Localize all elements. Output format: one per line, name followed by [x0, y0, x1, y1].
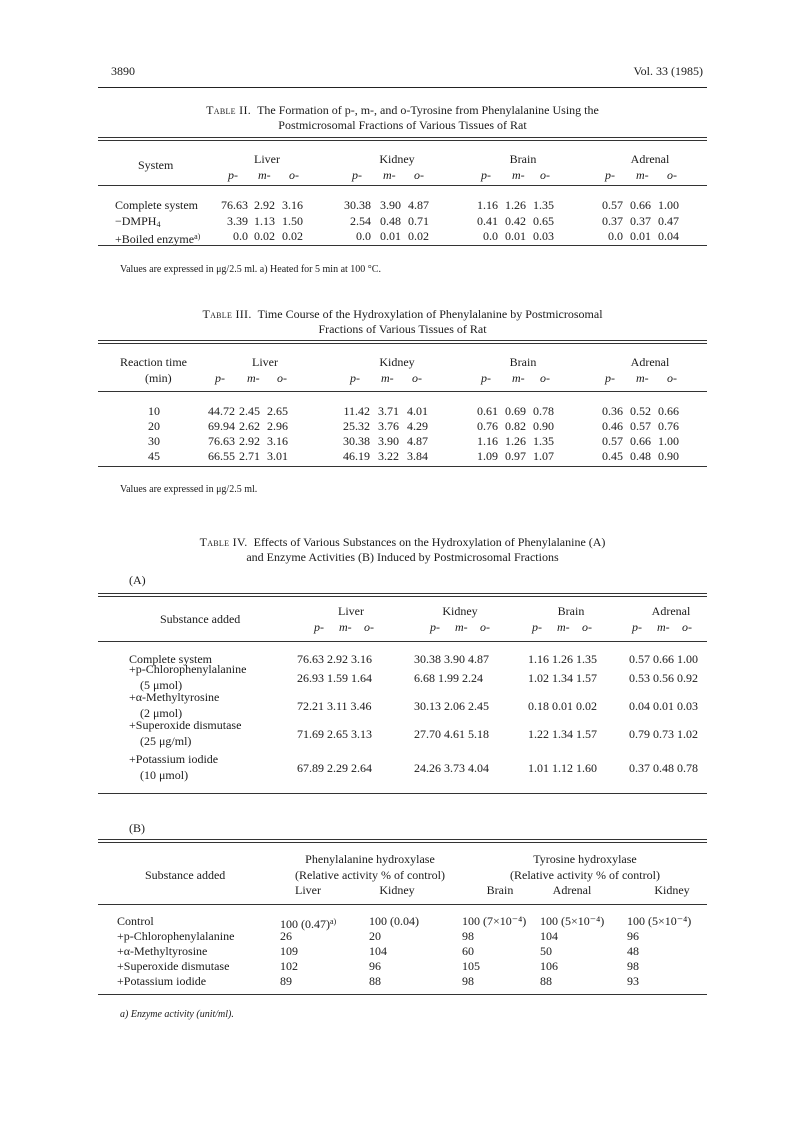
table4a-value-group: 6.68 1.99 2.24 [414, 671, 483, 685]
table3-isomer-header: m- [512, 371, 525, 385]
table4a-isomer-header: m- [339, 620, 352, 634]
table2-row-label: +Boiled enzyme$^{a)}$ [115, 232, 201, 246]
table3-value: 3.01 [267, 449, 288, 463]
table2-value: 3.16 [282, 198, 303, 212]
table4b-value: 93 [627, 974, 639, 988]
table4a-value-group: 30.13 2.06 2.45 [414, 699, 489, 713]
table4b-value: 98 [462, 929, 474, 943]
table3-value: 3.16 [267, 434, 288, 448]
table3-isomer-header: o- [540, 371, 550, 385]
table2-value: 0.03 [533, 229, 554, 243]
table4a-substance-label: +Potassium iodide [129, 752, 219, 766]
table2-isomer-header: m- [512, 168, 525, 182]
table4a-value-group: 71.69 2.65 3.13 [297, 727, 372, 741]
table2-value: 3.90 [380, 198, 401, 212]
table2-value: 1.50 [282, 214, 303, 228]
table4a-isomer-header: p- [314, 620, 324, 634]
table2-value: 76.63 [221, 198, 248, 212]
table3-value: 0.90 [533, 419, 554, 433]
journal-volume: Vol. 33 (1985) [633, 64, 703, 78]
table2-isomer-header: p- [481, 168, 491, 182]
table4b-value: 88 [540, 974, 552, 988]
table2-value: 1.35 [533, 198, 554, 212]
table3-tissue-header: Kidney [379, 355, 415, 369]
table4a-isomer-header: m- [455, 620, 468, 634]
table3-title-line1: Time Course of the Hydroxylation of Phenylalanine by Postmicrosomal [257, 307, 603, 321]
table4a-value-group: 0.18 0.01 0.02 [528, 699, 597, 713]
table3-isomer-header: p- [481, 371, 491, 385]
table3-row-time: 30 [148, 434, 160, 448]
table4a-isomer-header: p- [532, 620, 542, 634]
table3-value: 46.19 [343, 449, 370, 463]
table4a-value-group: 76.63 2.92 3.16 [297, 652, 372, 666]
table2-value: 0.0 [608, 229, 623, 243]
table4b-value: 89 [280, 974, 292, 988]
table3-value: 0.78 [533, 404, 554, 418]
table4b-row-label: +α-Methyltyrosine [117, 944, 208, 958]
table4b-group1-sub: (Relative activity % of control) [295, 868, 445, 882]
table4a-top-rule [98, 593, 707, 597]
table2-value: 0.41 [477, 214, 498, 228]
table3-value: 30.38 [343, 434, 370, 448]
table4a-value-group: 1.16 1.26 1.35 [528, 652, 597, 666]
table3-value: 1.16 [477, 434, 498, 448]
table4b-column-header: Brain [486, 883, 514, 897]
table4a-value-group: 1.22 1.34 1.57 [528, 727, 597, 741]
table4b-value: 50 [540, 944, 552, 958]
table2-tissue-header: Adrenal [630, 152, 670, 166]
table4b-row-label: Control [117, 914, 154, 928]
table2-mid-rule [98, 185, 707, 186]
table4b-group2-title: Tyrosine hydroxylase [533, 852, 637, 866]
table4b-row-label: +p-Chlorophenylalanine [117, 929, 235, 943]
table4a-value-group: 30.38 3.90 4.87 [414, 652, 489, 666]
table4b-column-header: Liver [295, 883, 321, 897]
table4b-value: 104 [540, 929, 558, 943]
table4a-isomer-header: o- [582, 620, 592, 634]
table3-value: 1.00 [658, 434, 679, 448]
table2-value: 1.26 [505, 198, 526, 212]
table4a-substance-amount: (2 μmol) [140, 706, 183, 720]
table2-title-line2: Postmicrosomal Fractions of Various Tissues of Rat [278, 118, 527, 132]
table3-value: 2.65 [267, 404, 288, 418]
table3-value: 0.57 [602, 434, 623, 448]
table4a-isomer-header: o- [682, 620, 692, 634]
table3-top-rule [98, 340, 707, 344]
table4b-value: 88 [369, 974, 381, 988]
table3-mid-rule [98, 391, 707, 392]
table3-value: 0.48 [630, 449, 651, 463]
table4b-mid-rule [98, 904, 707, 905]
table4a-isomer-header: p- [430, 620, 440, 634]
table3-value: 11.42 [343, 404, 370, 418]
table4a-tissue-header: Liver [338, 604, 364, 618]
table4b-row-label: +Potassium iodide [117, 974, 207, 988]
table4b-value: 98 [627, 959, 639, 973]
table3-footnote: Values are expressed in μg/2.5 ml. [120, 484, 258, 495]
table3-value: 1.35 [533, 434, 554, 448]
table3-value: 2.62 [239, 419, 260, 433]
table3-title-line2: Fractions of Various Tissues of Rat [318, 322, 487, 336]
table4b-value: 26 [280, 929, 292, 943]
table3-tissue-header: Liver [252, 355, 278, 369]
table4a-substance-label: +α-Methyltyrosine [129, 690, 220, 704]
table3-value: 0.82 [505, 419, 526, 433]
table4b-value: 96 [369, 959, 381, 973]
table3-label: Table III. [202, 307, 252, 321]
table4b-value: 109 [280, 944, 298, 958]
table3-row-time: 10 [148, 404, 160, 418]
table4a-isomer-header: m- [557, 620, 570, 634]
table4a-substance-amount: (5 μmol) [140, 678, 183, 692]
table4a-value-group: 0.79 0.73 1.02 [629, 727, 698, 741]
table2-value: 0.0 [233, 229, 248, 243]
table4a-value-group: 1.01 1.12 1.60 [528, 761, 597, 775]
table2-value: 1.16 [477, 198, 498, 212]
table3-tissue-header: Brain [509, 355, 537, 369]
table4a-bottom-rule [98, 793, 707, 794]
table2-top-rule [98, 137, 707, 141]
table4b-top-rule [98, 839, 707, 843]
table4a-substance-amount: (10 μmol) [140, 768, 189, 782]
table2-title-line1: The Formation of p-, m-, and o-Tyrosine from Phenylalanine Using the [257, 103, 599, 117]
table4b-value: 100 (5×10⁻⁴) [627, 914, 692, 928]
table3-value: 0.66 [658, 404, 679, 418]
table4b-footnote: a) Enzyme activity (unit/ml). [120, 1009, 234, 1020]
table4b-value: 104 [369, 944, 387, 958]
table2-value: 1.00 [658, 198, 679, 212]
table2-value: 4.87 [408, 198, 429, 212]
table4a-substance-amount: (25 μg/ml) [140, 734, 192, 748]
table2-value: 0.47 [658, 214, 679, 228]
table2-value: 0.0 [356, 229, 371, 243]
table2-value: 0.04 [658, 229, 679, 243]
table2-value: 0.37 [602, 214, 623, 228]
table4a-value-group: 72.21 3.11 3.46 [297, 699, 372, 713]
table3-value: 3.71 [378, 404, 399, 418]
table2-isomer-header: p- [352, 168, 362, 182]
table4a-value-group: 26.93 1.59 1.64 [297, 671, 372, 685]
table3-value: 2.96 [267, 419, 288, 433]
table4b-value: 20 [369, 929, 381, 943]
table4a-mid-rule [98, 641, 707, 642]
table4b-substance-header: Substance added [145, 868, 226, 882]
table3-value: 2.45 [239, 404, 260, 418]
table3-value: 0.69 [505, 404, 526, 418]
table2-value: 0.01 [380, 229, 401, 243]
table4b-marker: (B) [129, 821, 145, 835]
table4a-value-group: 27.70 4.61 5.18 [414, 727, 489, 741]
table3-value: 69.94 [208, 419, 235, 433]
table3-value: 0.90 [658, 449, 679, 463]
table4b-value: 100 $(0.47)^{a)}$ [280, 917, 337, 931]
table4b-column-header: Kidney [379, 883, 415, 897]
table2-tissue-header: Brain [509, 152, 537, 166]
table2-value: 0.02 [408, 229, 429, 243]
table4a-tissue-header: Brain [557, 604, 585, 618]
table2-value: 0.37 [630, 214, 651, 228]
table4b-value: 105 [462, 959, 480, 973]
table2-isomer-header: m- [383, 168, 396, 182]
table2-value: 0.42 [505, 214, 526, 228]
table3-value: 4.29 [407, 419, 428, 433]
table4a-isomer-header: o- [364, 620, 374, 634]
table2-value: 30.38 [344, 198, 371, 212]
table2-value: 2.54 [350, 214, 371, 228]
table3-value: 1.09 [477, 449, 498, 463]
header-rule [98, 87, 707, 88]
page-number: 3890 [111, 64, 135, 78]
table3-value: 3.76 [378, 419, 399, 433]
table3-time-unit: (min) [145, 371, 172, 385]
table4a-substance-label: Complete system [129, 652, 212, 666]
table3-value: 0.76 [658, 419, 679, 433]
table3-value: 0.45 [602, 449, 623, 463]
table3-isomer-header: o- [412, 371, 422, 385]
table4a-value-group: 24.26 3.73 4.04 [414, 761, 489, 775]
table4b-column-header: Kidney [654, 883, 690, 897]
table2-value: 0.66 [630, 198, 651, 212]
table4a-substance-label: +Superoxide dismutase [129, 718, 242, 732]
table2-value: 0.65 [533, 214, 554, 228]
table4a-value-group: 0.04 0.01 0.03 [629, 699, 698, 713]
table4a-value-group: 0.53 0.56 0.92 [629, 671, 698, 685]
table3-isomer-header: o- [277, 371, 287, 385]
table3-isomer-header: p- [350, 371, 360, 385]
table4a-tissue-header: Adrenal [651, 604, 691, 618]
table4b-value: 96 [627, 929, 639, 943]
table2-value: 0.0 [483, 229, 498, 243]
table4b-value: 102 [280, 959, 298, 973]
table4a-isomer-header: o- [480, 620, 490, 634]
table3-value: 0.36 [602, 404, 623, 418]
table4b-group1-title: Phenylalanine hydroxylase [305, 852, 435, 866]
table3-value: 1.26 [505, 434, 526, 448]
table3-value: 0.52 [630, 404, 651, 418]
table3-bottom-rule [98, 466, 707, 467]
table2-isomer-header: o- [289, 168, 299, 182]
table3-caption [98, 307, 707, 337]
table4b-group2-sub: (Relative activity % of control) [510, 868, 660, 882]
table4b-value: 48 [627, 944, 639, 958]
table4-title-line2: and Enzyme Activities (B) Induced by Postmicrosomal Fractions [246, 550, 559, 564]
table2-isomer-header: m- [636, 168, 649, 182]
table2-isomer-header: o- [540, 168, 550, 182]
table2-value: 0.01 [630, 229, 651, 243]
table2-value: 0.02 [282, 229, 303, 243]
table2-isomer-header: m- [258, 168, 271, 182]
table3-value: 1.07 [533, 449, 554, 463]
table3-value: 66.55 [208, 449, 235, 463]
table2-caption [98, 103, 707, 133]
table3-isomer-header: o- [667, 371, 677, 385]
table3-value: 0.66 [630, 434, 651, 448]
table4a-value-group: 1.02 1.34 1.57 [528, 671, 597, 685]
table4-caption [98, 535, 707, 565]
table3-isomer-header: p- [605, 371, 615, 385]
table3-time-header: Reaction time [120, 355, 187, 369]
table4b-row-label: +Superoxide dismutase [117, 959, 230, 973]
table4a-value-group: 0.57 0.66 1.00 [629, 652, 698, 666]
table2-isomer-header: p- [228, 168, 238, 182]
table2-footnote: Values are expressed in μg/2.5 ml. a) Heated for 5 min at 100 °C. [120, 264, 381, 275]
table4a-isomer-header: p- [632, 620, 642, 634]
table4a-substance-header: Substance added [160, 612, 241, 626]
table3-row-time: 45 [148, 449, 160, 463]
table3-value: 2.92 [239, 434, 260, 448]
table4a-tissue-header: Kidney [442, 604, 478, 618]
table3-isomer-header: p- [215, 371, 225, 385]
table3-value: 4.01 [407, 404, 428, 418]
table3-value: 0.76 [477, 419, 498, 433]
table2-value: 0.57 [602, 198, 623, 212]
table2-isomer-header: o- [414, 168, 424, 182]
table3-value: 2.71 [239, 449, 260, 463]
table2-value: 0.48 [380, 214, 401, 228]
table3-value: 76.63 [208, 434, 235, 448]
table4b-value: 98 [462, 974, 474, 988]
table4b-value: 106 [540, 959, 558, 973]
table3-isomer-header: m- [381, 371, 394, 385]
table2-value: 3.39 [227, 214, 248, 228]
table2-bottom-rule [98, 245, 707, 246]
table3-value: 3.90 [378, 434, 399, 448]
table2-label: Table II. [206, 103, 252, 117]
table4a-value-group: 67.89 2.29 2.64 [297, 761, 372, 775]
table4-title-line1: Effects of Various Substances on the Hydroxylation of Phenylalanine (A) [253, 535, 606, 549]
table3-value: 4.87 [407, 434, 428, 448]
table2-isomer-header: p- [605, 168, 615, 182]
table3-value: 0.57 [630, 419, 651, 433]
table2-value: 0.01 [505, 229, 526, 243]
table2-value: 0.71 [408, 214, 429, 228]
table3-row-time: 20 [148, 419, 160, 433]
table2-tissue-header: Kidney [379, 152, 415, 166]
table4b-value: 100 (7×10⁻⁴) [462, 914, 527, 928]
table4a-substance-label: +p-Chlorophenylalanine [129, 662, 247, 676]
table3-value: 44.72 [208, 404, 235, 418]
table4a-value-group: 0.37 0.48 0.78 [629, 761, 698, 775]
table3-isomer-header: m- [636, 371, 649, 385]
table4a-isomer-header: m- [657, 620, 670, 634]
table3-value: 3.84 [407, 449, 428, 463]
table2-row-label: $-DMPH_4$ [115, 214, 161, 229]
table4b-bottom-rule [98, 994, 707, 995]
table3-isomer-header: m- [247, 371, 260, 385]
table3-value: 0.46 [602, 419, 623, 433]
table3-value: 3.22 [378, 449, 399, 463]
table2-value: 2.92 [254, 198, 275, 212]
table4b-value: 100 (0.04) [369, 914, 419, 928]
table4b-value: 100 (5×10⁻⁴) [540, 914, 605, 928]
table2-value: 1.13 [254, 214, 275, 228]
table3-value: 0.61 [477, 404, 498, 418]
table3-value: 25.32 [343, 419, 370, 433]
table2-tissue-header: Liver [254, 152, 280, 166]
table4b-value: 60 [462, 944, 474, 958]
table4a-marker: (A) [129, 573, 146, 587]
table3-tissue-header: Adrenal [630, 355, 670, 369]
table3-value: 0.97 [505, 449, 526, 463]
table4-label: Table IV. [199, 535, 248, 549]
table2-row-label: Complete system [115, 198, 198, 212]
table2-system-header: System [138, 158, 174, 172]
table4b-column-header: Adrenal [552, 883, 592, 897]
table2-isomer-header: o- [667, 168, 677, 182]
table2-value: 0.02 [254, 229, 275, 243]
